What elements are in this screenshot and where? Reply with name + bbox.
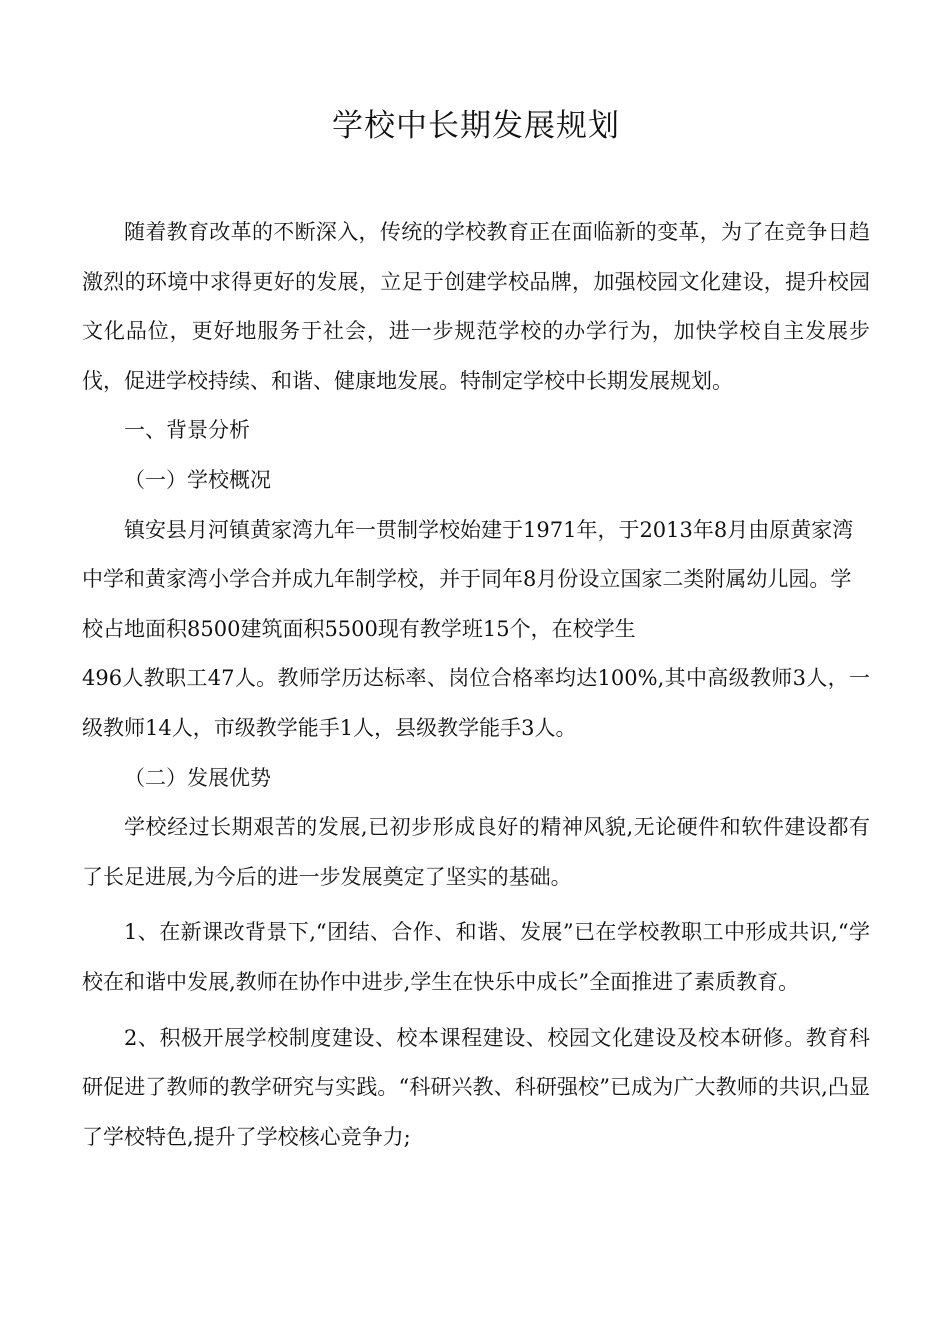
advantage-item-2: 2、积极开展学校制度建设、校本课程建设、校园文化建设及校本研修。教育科研促进了教师的教学研究与实践。“科研兴教、科研强校”已成为广大教师的共识,凸显了学校特色,提升了学校核心竞争力; <box>82 1025 870 1149</box>
document-title: 学校中长期发展规划 <box>332 108 620 144</box>
section-heading-background: 一、背景分析 <box>124 418 250 443</box>
advantage-item-1: 1、在新课改背景下,“团结、合作、和谐、发展”已在学校教职工中形成共识,“学校在和谐中发展,教师在协作中进步,学生在快乐中成长”全面推进了素质教育。 <box>82 920 870 994</box>
advantages-paragraph: 学校经过长期艰苦的发展,已初步形成良好的精神风貌,无论硬件和软件建设都有了长足进展,为今后的进一步发展奠定了坚实的基础。 <box>82 815 870 889</box>
document-body <box>82 208 870 1162</box>
subsection-heading-overview: （一）学校概况 <box>124 467 271 492</box>
intro-paragraph: 随着教育改革的不断深入，传统的学校教育正在面临新的变革，为了在竞争日趋激烈的环境中求得更好的发展，立足于创建学校品牌，加强校园文化建设，提升校园文化品位，更好地服务于社会，进一步规范学校的办学行为，加快学校自主发展步伐，促进学校持续、和谐、健康地发展。特制定学校中长期发展规划。 <box>82 220 870 393</box>
subsection-heading-advantages: （二）发展优势 <box>124 765 271 790</box>
school-staff-paragraph: 496人教职工47人。教师学历达标率、岗位合格率均达100%,其中高级教师3人，一级教师14人，市级教学能手1人，县级教学能手3人。 <box>82 666 870 740</box>
school-overview-paragraph: 镇安县月河镇黄家湾九年一贯制学校始建于1971年，于2013年8月由原黄家湾中学和黄家湾小学合并成九年制学校，并于同年8月份设立国家二类附属幼儿园。学校占地面积8500建筑面积5500现有教学班15个，在校学生 <box>82 517 854 641</box>
